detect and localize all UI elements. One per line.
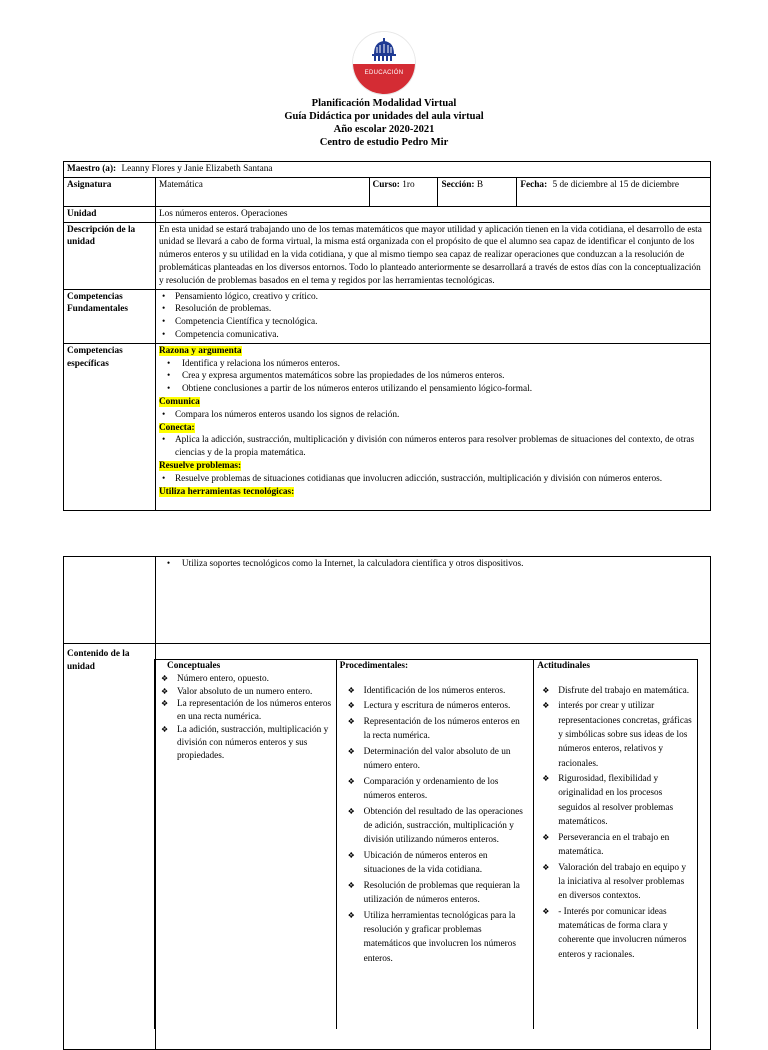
conceptual-list [158, 673, 333, 763]
date-label: Fecha: [520, 179, 548, 190]
attitudinal-heading: Actitudinales [537, 661, 590, 671]
procedural-column [336, 660, 534, 1030]
header-subtitle: Guía Didáctica por unidades del aula virtual [284, 111, 484, 122]
fundamental-competencies-label: Competencias Fundamentales [64, 289, 156, 343]
attitudinal-list [537, 684, 694, 962]
education-logo [353, 32, 415, 94]
list-item: ❖ Obtención del resultado de las operaciones de adición, sustracción, multiplicación y división utilizando números enteros. [345, 805, 529, 848]
conceptual-column [155, 660, 337, 1030]
utiliza-heading: Utiliza herramientas tecnológicas: [158, 486, 295, 497]
content-label: Contenido de la unidad [64, 644, 156, 1050]
utiliza-list [159, 558, 707, 571]
list-item: • Competencia Científica y tecnológica. [159, 316, 707, 329]
course-cell [369, 177, 438, 206]
header-school-name: Centro de estudio Pedro Mir [319, 137, 449, 148]
course-value: 1ro [402, 179, 415, 190]
fundamental-competencies-row [64, 289, 711, 343]
comunica-heading: Comunica [158, 396, 200, 407]
list-item: ❖ interés por crear y utilizar representaciones concretas, gráficas y simbólicas sobre sus ideas de los números enteros, relativos y racionales. [539, 699, 694, 770]
logo-text: EDUCACIÓN [364, 70, 404, 76]
date-cell [517, 177, 711, 206]
list-item: • Crea y expresa argumentos matemáticos sobre las propiedades de los números enteros. [159, 370, 707, 383]
list-item: ❖ Perseverancia en el trabajo en matemática. [539, 831, 694, 860]
description-row [64, 222, 711, 289]
list-item: ❖ Determinación del valor absoluto de un número entero. [345, 745, 529, 774]
list-item: ❖ Identificación de los números enteros. [345, 684, 529, 698]
government-dome-icon [369, 38, 399, 62]
list-item: • Pensamiento lógico, creativo y crítico. [159, 291, 707, 304]
list-item: ❖ Resolución de problemas que requieran la utilización de números enteros. [345, 879, 529, 908]
list-item: • Competencia comunicativa. [159, 329, 707, 342]
teacher-row [64, 162, 711, 178]
unit-label: Unidad [64, 206, 156, 222]
list-item: ❖ Representación de los números enteros en la recta numérica. [345, 715, 529, 744]
conecta-list [159, 434, 707, 460]
specific-competencies-label: Competencias específicas [64, 343, 156, 510]
list-item: ❖ Valoración del trabajo en equipo y la iniciativa al resolver problemas en diversos contextos. [539, 861, 694, 904]
attitudinal-column [534, 660, 698, 1030]
list-item: ❖ Ubicación de números enteros en situaciones de la vida cotidiana. [345, 849, 529, 878]
list-item: • Resolución de problemas. [159, 303, 707, 316]
conecta-heading: Conecta: [158, 422, 195, 433]
subject-row [64, 177, 711, 206]
list-item: • Utiliza soportes tecnológicos como la Internet, la calculadora científica y otros dispositivos. [159, 558, 707, 571]
specific-competencies-row [64, 343, 711, 510]
list-item: ❖ Valor absoluto de un numero entero. [158, 686, 333, 699]
razona-heading: Razona y argumenta [158, 345, 242, 356]
description-label: Descripción de la unidad [64, 222, 156, 289]
section-label: Sección: [441, 179, 475, 190]
list-item: ❖ La representación de los números enteros en una recta numérica. [158, 698, 333, 724]
list-item: ❖ Rigurosidad, flexibilidad y originalidad en los procesos seguidos al resolver problemas matemáticos. [539, 772, 694, 829]
header-school-year: Año escolar 2020-2021 [333, 124, 435, 135]
tech-tools-row [64, 557, 711, 644]
list-item: • Compara los números enteros usando los signos de relación. [159, 409, 707, 422]
section-cell [438, 177, 517, 206]
resuelve-heading: Resuelve problemas: [158, 460, 242, 471]
header-title: Planificación Modalidad Virtual [311, 98, 457, 109]
section-value: B [476, 179, 484, 190]
planning-table [63, 161, 711, 511]
date-value: 5 de diciembre al 15 de diciembre [552, 179, 680, 190]
list-item: ❖ - Interés por comunicar ideas matemáticas de forma clara y coherente que involucren números enteros y racionales. [539, 905, 694, 962]
list-item: • Resuelve problemas de situaciones cotidianas que involucren adicción, sustracción, multiplicación y división con números enteros. [159, 473, 707, 486]
list-item: ❖ Número entero, opuesto. [158, 673, 333, 686]
list-item: ❖ Comparación y ordenamiento de los números enteros. [345, 775, 529, 804]
fundamental-competencies-list [159, 291, 707, 342]
subject-value: Matemática [155, 177, 369, 206]
list-item: • Obtiene conclusiones a partir de los números enteros utilizando el pensamiento lógico-formal. [159, 383, 707, 396]
unit-value: Los números enteros. Operaciones [155, 206, 710, 222]
teacher-label: Maestro (a): [67, 164, 117, 174]
content-table [154, 659, 698, 1029]
teacher-value: Leanny Flores y Janie Elizabeth Santana [121, 164, 273, 174]
comunica-list [159, 409, 707, 422]
list-item: ❖ Utiliza herramientas tecnológicas para la resolución y graficar problemas matemáticos que involucren los números enteros. [345, 909, 529, 966]
procedural-list [340, 684, 531, 966]
list-item: • Aplica la adicción, sustracción, multiplicación y división con números enteros para resolver problemas de situaciones del contexto, de otras ciencias y de la propia matemática. [159, 434, 707, 460]
course-label: Curso: [372, 179, 400, 190]
list-item: ❖ Disfrute del trabajo en matemática. [539, 684, 694, 698]
list-item: ❖ Lectura y escritura de números enteros. [345, 699, 529, 713]
unit-row [64, 206, 711, 222]
subject-label: Asignatura [64, 177, 156, 206]
procedural-heading: Procedimentales: [339, 661, 409, 671]
razona-list [159, 358, 707, 396]
description-value: En esta unidad se estará trabajando uno de los temas matemáticos que mayor utilidad y aplicación tienen en la vida cotidiana, el desarrollo de esta unidad se llevará a cabo de forma virtual, la misma está organizada con el propósito de que el alumno sea capaz de identificar el conjunto de los números enteros y su utilidad en la vida cotidiana, y que al mismo tiempo sea capaz de realizar operaciones que conduzcan a la resolución de problemáticas planteadas en los diversos entornos. Todo lo planteado anteriormente se desarrollará a través de estos días con la conceptualización y resolución de problemas basados en el tema y regidos por las herramientas tecnológicas. [155, 222, 710, 289]
conceptual-heading: Conceptuales [167, 661, 221, 671]
list-item: ❖ La adición, sustracción, multiplicación y división con números enteros y sus propiedades. [158, 724, 333, 762]
list-item: • Identifica y relaciona los números enteros. [159, 358, 707, 371]
resuelve-list [159, 473, 707, 486]
